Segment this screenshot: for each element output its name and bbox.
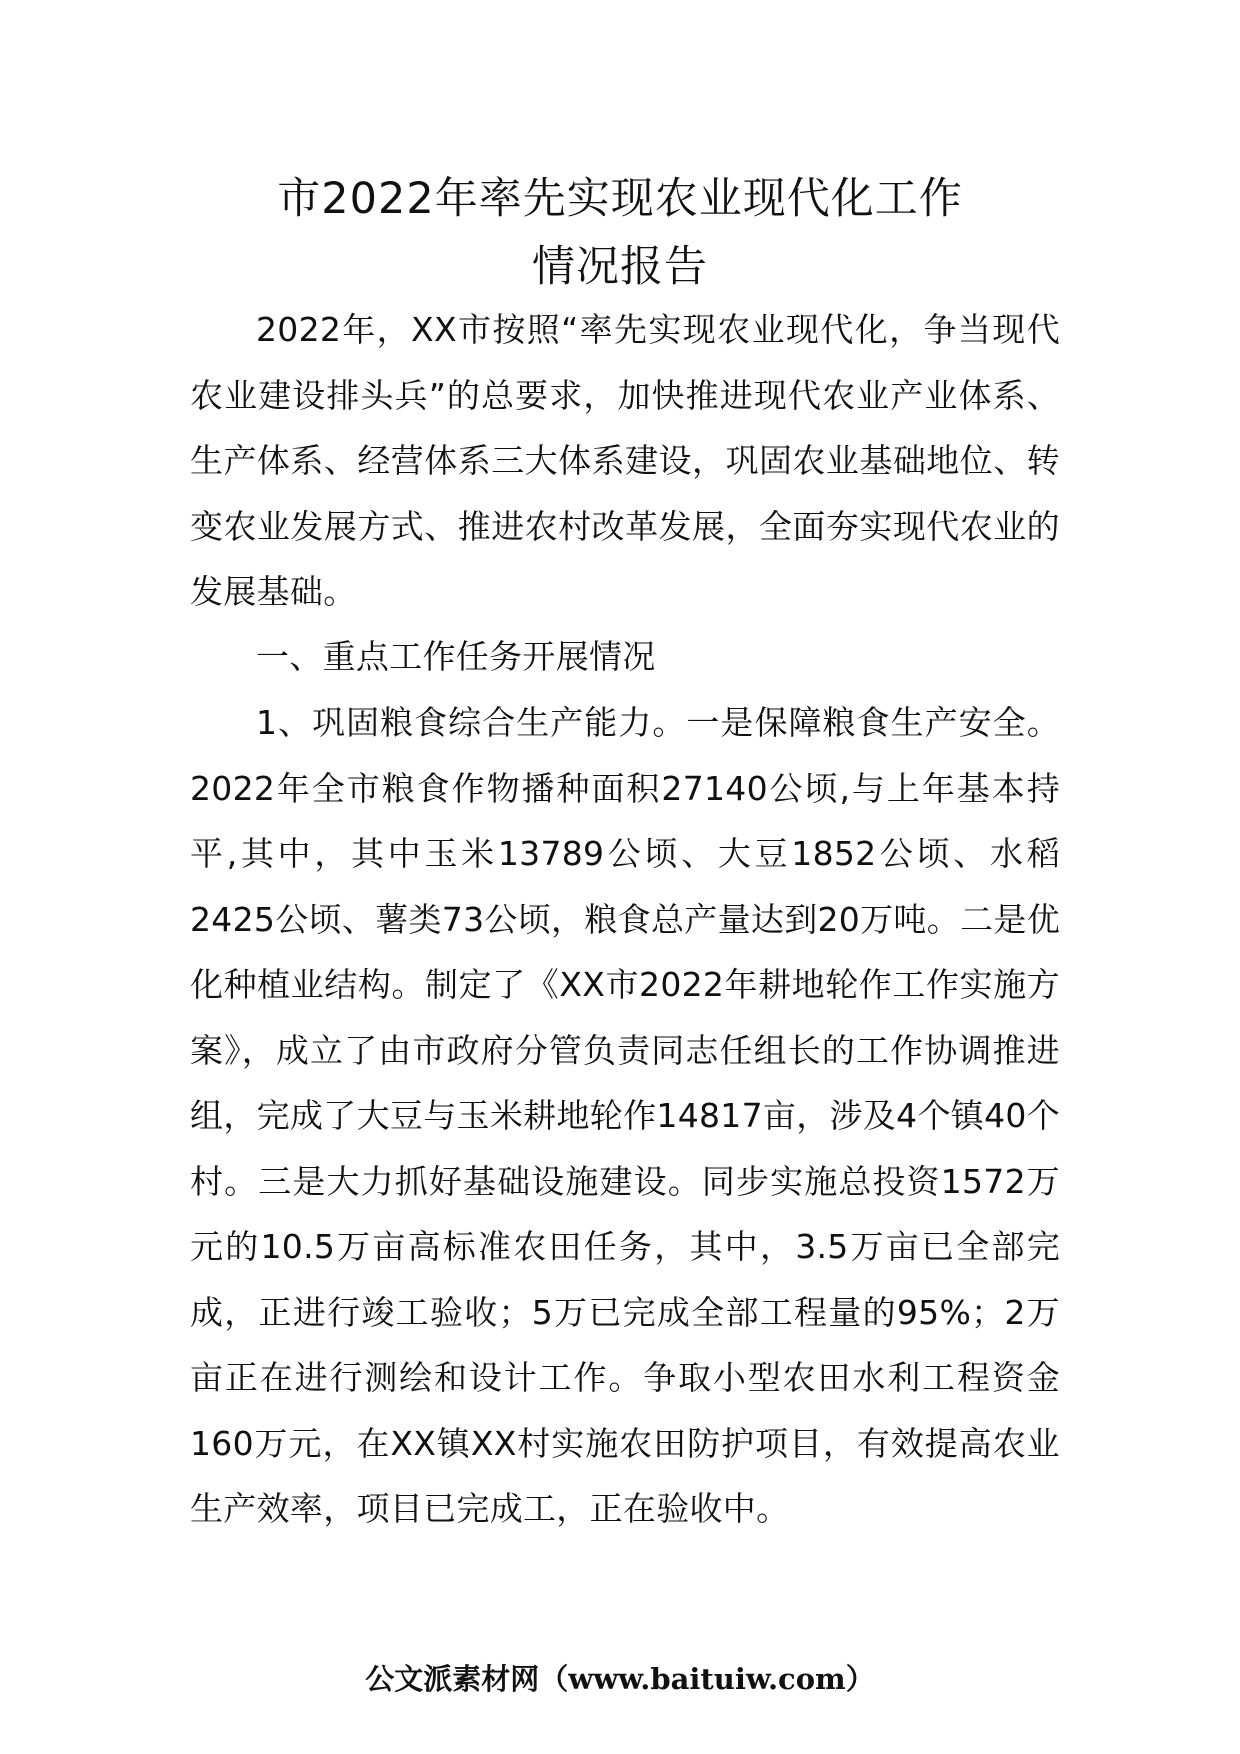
- section-heading: [190, 624, 1060, 690]
- paragraph-text: 1、巩固粮食综合生产能力。一是保障粮食生产安全。2022年全市粮食作物播种面积27140公顷,与上年基本持平,其中，其中玉米13789公顷、大豆1852公顷、水稻2425公顷、薯类73公顷，粮食总产量达到20万吨。二是优化种植业结构。制定了《XX市2022年耕地轮作工作实施方案》，成立了由市政府分管负责同志任组长的工作协调推进组，完成了大豆与玉米耕地轮作14817亩，涉及4个镇40个村。三是大力抓好基础设施建设。同步实施总投资1572万元的10.5万亩高标准农田任务，其中，3.5万亩已全部完成，正进行竣工验收；5万已完成全部工程量的95%；2万亩正在进行测绘和设计工作。争取小型农田水利工程资金160万元，在XX镇XX村实施农田防护项目，有效提高农业生产效率，项目已完成工，正在验收中。: [190, 703, 1060, 1528]
- section-heading-text: 一、重点工作任务开展情况: [256, 637, 656, 676]
- body-paragraph: [190, 690, 1060, 1542]
- footer-source: 公文派素材网（www.baituiw.com）: [365, 1662, 875, 1696]
- document-title-line-1: 市2022年率先实现农业现代化工作: [277, 174, 963, 224]
- paragraph-text: 2022年，XX市按照“率先实现农业现代化，争当现代农业建设排头兵”的总要求，加快推进现代农业产业体系、生产体系、经营体系三大体系建设，巩固农业基础地位、转变农业发展方式、推进农村改革发展，全面夯实现代农业的发展基础。: [190, 310, 1060, 611]
- intro-paragraph: [190, 297, 1060, 625]
- document-title-line-2: 情况报告: [532, 242, 708, 292]
